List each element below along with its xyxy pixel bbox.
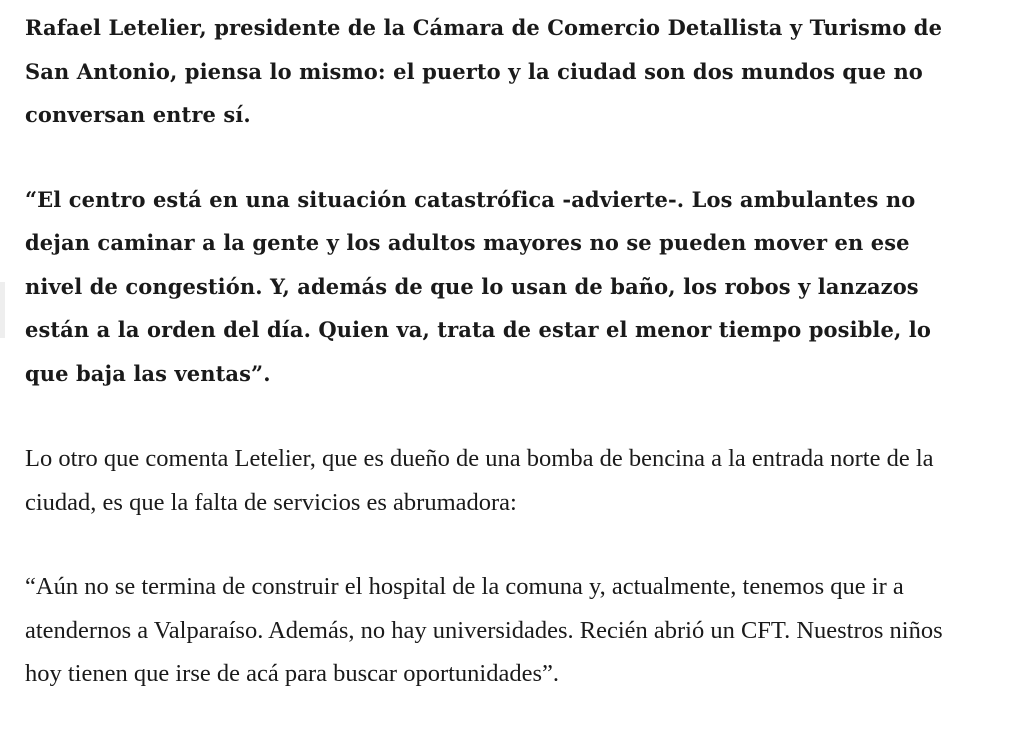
paragraph-quote-hospital: “Aún no se termina de construir el hospital de la comuna y, actualmente, tenemos que ir a atendernos a Valparaíso. Además, no hay universidades. Recién abrió un CFT. Nuestros niños hoy tienen que irse de acá para buscar oportunidades”.: [25, 573, 943, 687]
paragraph-services-lack: Lo otro que comenta Letelier, que es dueño de una bomba de bencina a la entrada norte de la ciudad, es que la falta de servicios es abrumadora:: [25, 445, 934, 516]
article-body: [25, 6, 955, 739]
side-edge-tab: [0, 282, 5, 338]
paragraph-letelier-intro: Rafael Letelier, presidente de la Cámara de Comercio Detallista y Turismo de San Antonio, piensa lo mismo: el puerto y la ciudad son dos mundos que no conversan entre sí.: [25, 15, 943, 127]
paragraph-quote-center-situation: “El centro está en una situación catastrófica -advierte-. Los ambulantes no dejan caminar a la gente y los adultos mayores no se pueden mover en ese nivel de congestión. Y, además de que lo usan de baño, los robos y lanzazos están a la orden del día. Quien va, trata de estar el menor tiempo posible, lo que baja las ventas”.: [25, 186, 931, 386]
